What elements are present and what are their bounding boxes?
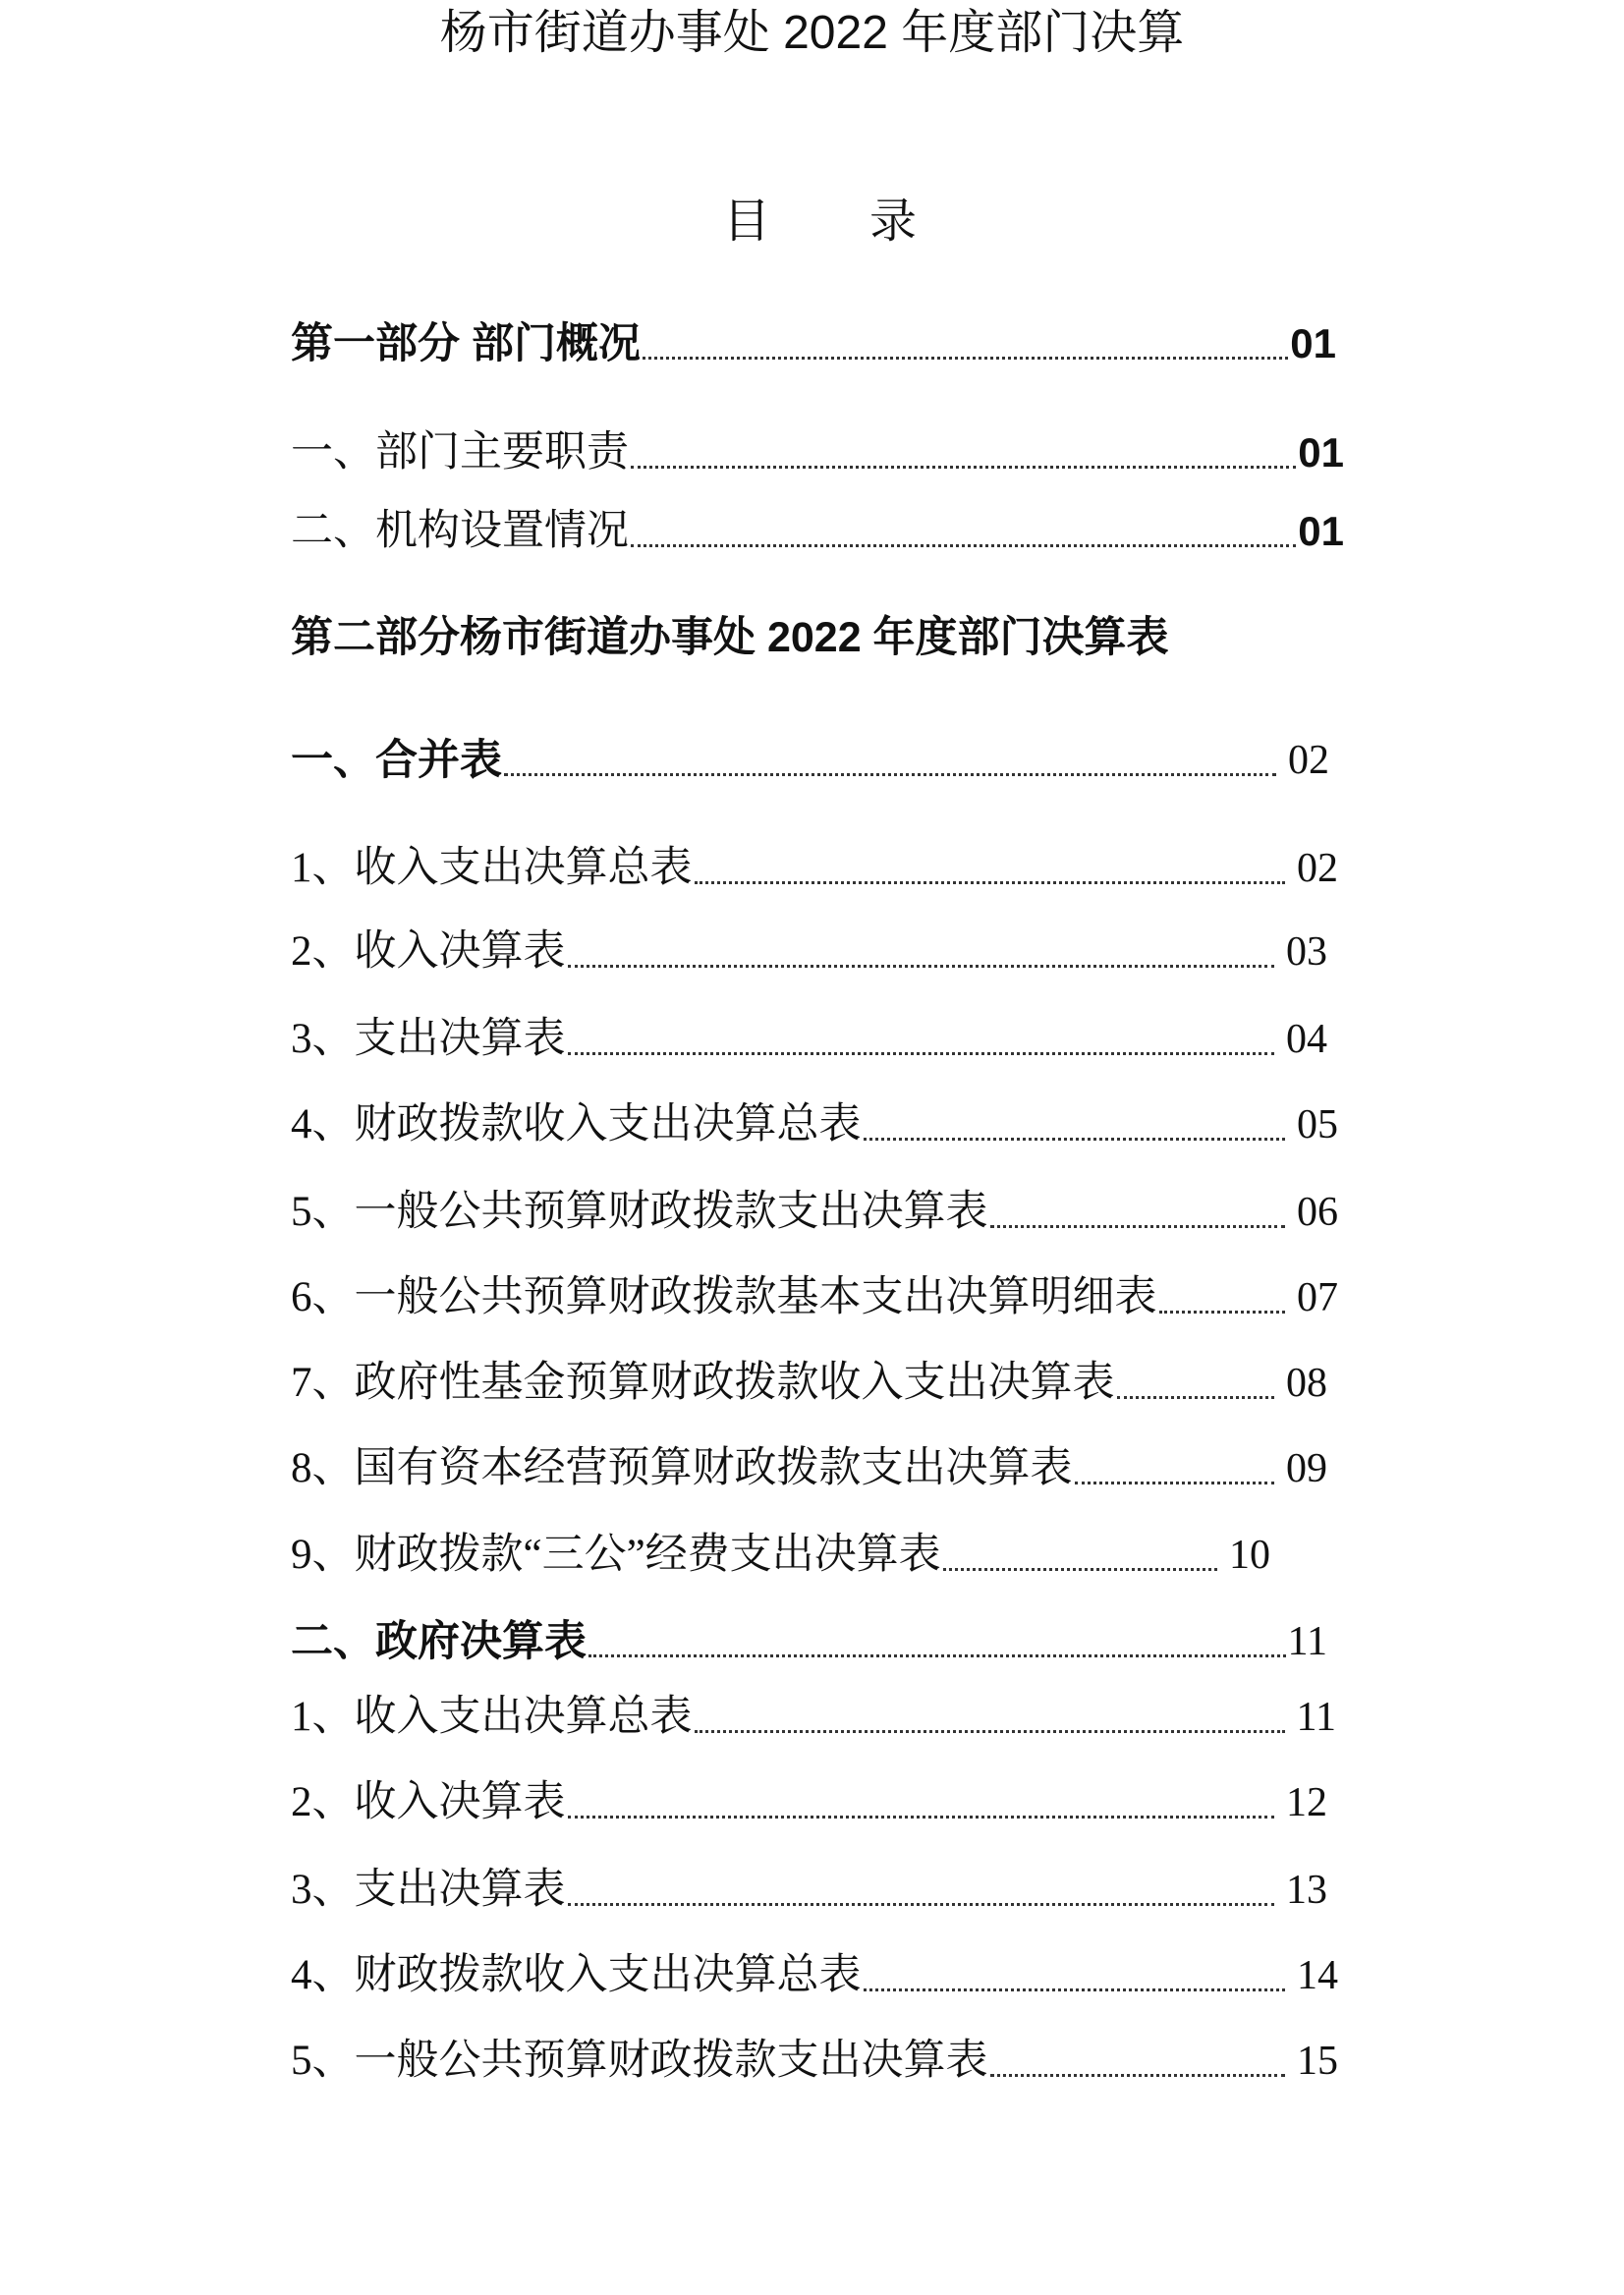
dot-leader [631, 466, 1296, 469]
toc-entry-page: 05 [1297, 1102, 1338, 1148]
toc-entry [291, 502, 1344, 561]
toc-entry-label: 3、支出决算表 [291, 1867, 566, 1913]
toc-entry [291, 923, 1327, 981]
toc-entry-label: 一、合并表 [291, 737, 502, 784]
dot-leader [643, 357, 1288, 360]
toc-entry-part-one [291, 314, 1336, 373]
toc-entry-label: 一、部门主要职责 [291, 429, 629, 476]
toc-entry-page: 07 [1297, 1275, 1338, 1320]
dot-leader [990, 2074, 1286, 2077]
toc-entry-page: 03 [1286, 929, 1327, 975]
dot-leader [568, 965, 1275, 968]
dot-leader [990, 1225, 1286, 1228]
toc-entry-label: 9、财政拨款“三公”经费支出决算表 [291, 1532, 941, 1578]
toc-entry-page: 02 [1288, 738, 1329, 783]
toc-entry [291, 1183, 1338, 1242]
dot-leader [864, 1138, 1286, 1141]
dot-leader [943, 1568, 1217, 1571]
toc-entry-label: 1、收入支出决算总表 [291, 1694, 693, 1740]
toc-entry-label: 8、国有资本经营预算财政拨款支出决算表 [291, 1445, 1073, 1491]
document-title: 杨市街道办事处 2022 年度部门决算 [439, 7, 1185, 59]
dot-leader [1075, 1482, 1275, 1484]
dot-leader [695, 1730, 1285, 1733]
toc-entry-page: 12 [1286, 1780, 1327, 1825]
toc-entry-label: 2、收入决算表 [291, 1779, 566, 1825]
toc-entry-page: 11 [1296, 1695, 1336, 1740]
toc-entry-label: 7、政府性基金预算财政拨款收入支出决算表 [291, 1360, 1115, 1406]
toc-entry-label: 2、收入决算表 [291, 928, 566, 975]
toc-entry [291, 1688, 1336, 1747]
toc-entry [291, 839, 1338, 898]
toc-entry [291, 1354, 1327, 1413]
dot-leader [504, 773, 1276, 776]
toc-entry-label: 二、机构设置情况 [291, 508, 629, 554]
toc-entry-page: 01 [1298, 508, 1344, 554]
toc-entry-label: 4、财政拨款收入支出决算总表 [291, 1952, 862, 1998]
toc-entry-label: 3、支出决算表 [291, 1016, 566, 1062]
toc-entry-page: 14 [1297, 1953, 1338, 1998]
toc-entry [291, 1268, 1338, 1327]
toc-entry [291, 1861, 1327, 1920]
toc-entry-label: 6、一般公共预算财政拨款基本支出决算明细表 [291, 1274, 1157, 1320]
dot-leader [568, 1052, 1275, 1055]
toc-section-government-tables [291, 1612, 1327, 1671]
toc-entry [291, 423, 1344, 482]
toc-entry-label: 4、财政拨款收入支出决算总表 [291, 1101, 862, 1148]
dot-leader [588, 1654, 1286, 1657]
toc-entry-page: 13 [1286, 1868, 1327, 1913]
toc-entry [291, 1010, 1327, 1069]
dot-leader [568, 1903, 1275, 1906]
toc-entry-label: 二、政府决算表 [291, 1618, 587, 1665]
toc-entry [291, 1946, 1338, 2005]
toc-entry [291, 2032, 1338, 2091]
toc-entry-page: 10 [1229, 1533, 1270, 1578]
toc-entry-page: 01 [1290, 320, 1336, 366]
dot-leader [864, 1988, 1286, 1991]
toc-entry-page: 08 [1286, 1361, 1327, 1406]
toc-entry-label: 5、一般公共预算财政拨款支出决算表 [291, 2038, 988, 2084]
toc-entry-page: 01 [1298, 429, 1344, 476]
toc-entry [291, 1439, 1327, 1498]
toc-entry-page: 02 [1297, 846, 1338, 891]
toc-entry-page: 06 [1297, 1190, 1338, 1235]
dot-leader [568, 1816, 1275, 1819]
toc-entry-label: 第一部分 部门概况 [291, 320, 641, 367]
toc-heading-left: 目 [723, 196, 771, 248]
dot-leader [631, 544, 1296, 547]
toc-entry [291, 1526, 1270, 1585]
dot-leader [695, 881, 1286, 884]
toc-entry [291, 1773, 1327, 1832]
toc-entry-label: 5、一般公共预算财政拨款支出决算表 [291, 1189, 988, 1235]
toc-entry-page: 15 [1297, 2039, 1338, 2084]
toc-entry [291, 1095, 1338, 1154]
toc-entry-page: 04 [1286, 1017, 1327, 1062]
toc-entry-page: 11 [1287, 1619, 1327, 1664]
dot-leader [1117, 1396, 1275, 1399]
toc-entry-page: 09 [1286, 1446, 1327, 1491]
toc-entry-label: 1、收入支出决算总表 [291, 845, 693, 891]
toc-entry-label: 第二部分杨市街道办事处 2022 年度部门决算表 [291, 614, 1169, 661]
toc-section-merged-tables [291, 731, 1329, 790]
dot-leader [1159, 1311, 1286, 1314]
toc-entry-part-two [291, 608, 1372, 667]
toc-heading-right: 录 [869, 196, 918, 248]
